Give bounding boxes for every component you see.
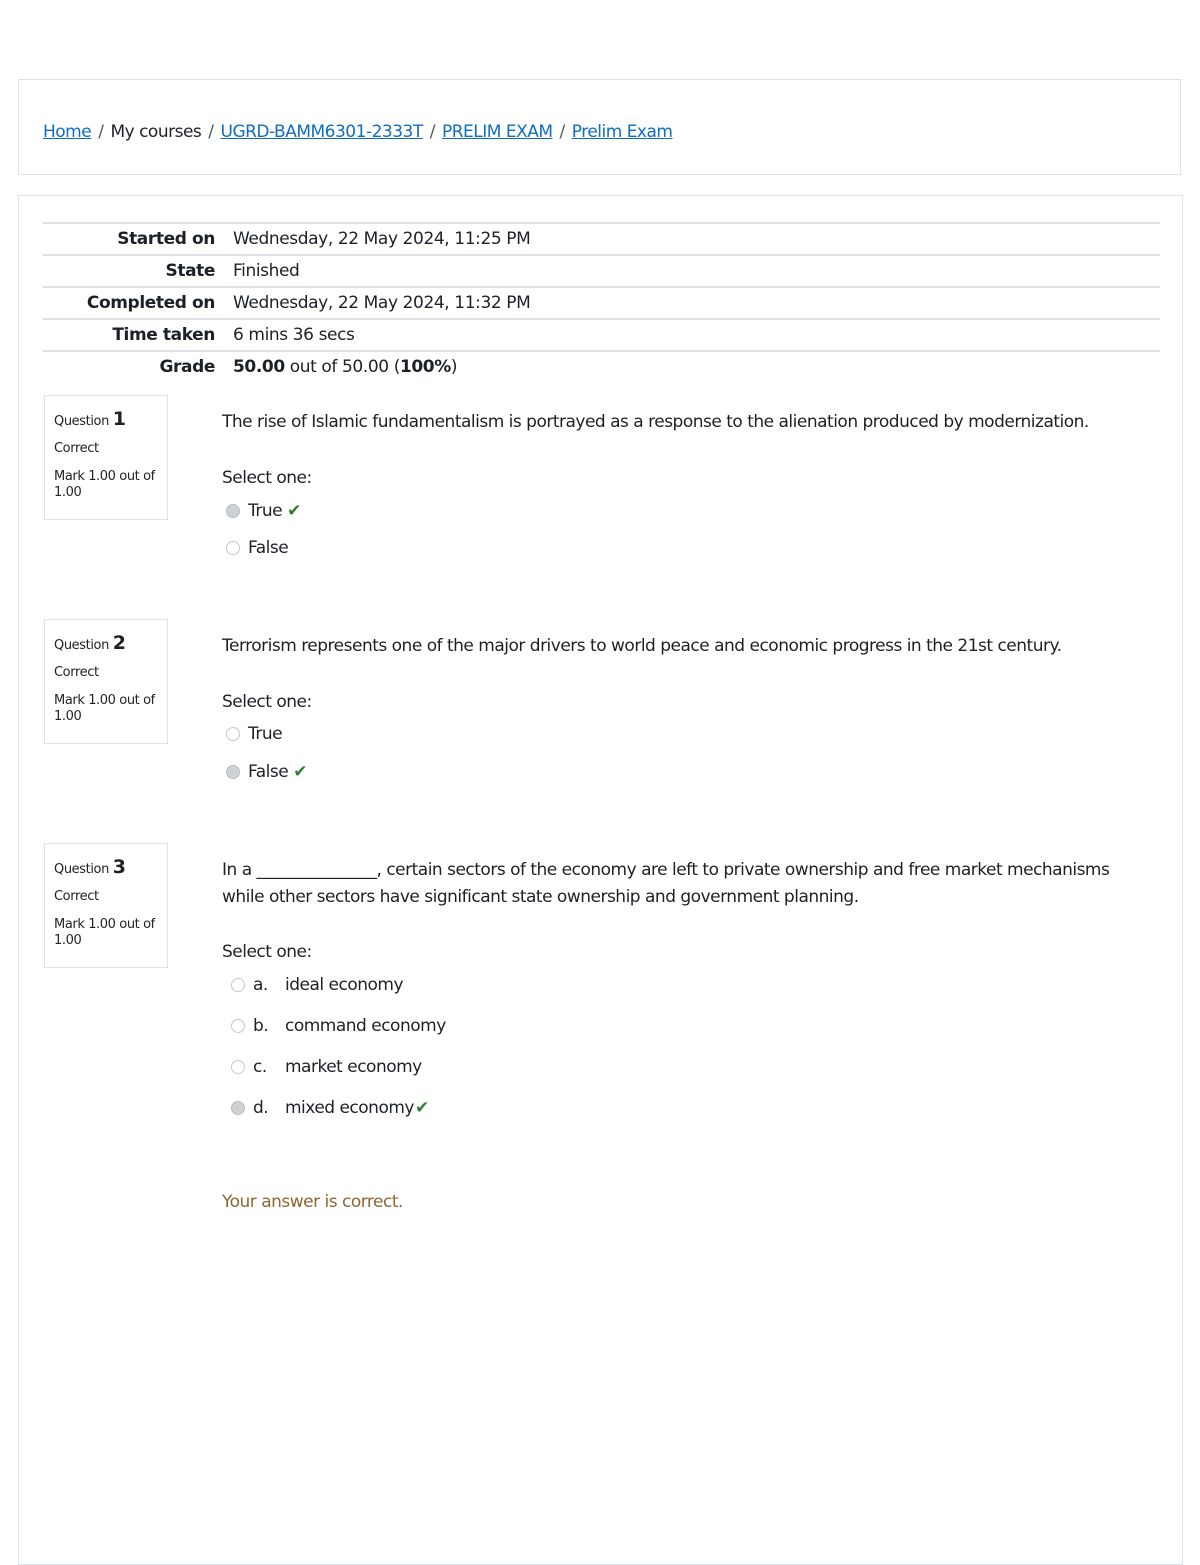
breadcrumb — [43, 122, 672, 142]
question-label: Question — [54, 638, 109, 653]
started-value: Wednesday, 22 May 2024, 11:25 PM — [233, 229, 531, 249]
radio-button[interactable] — [231, 1101, 245, 1115]
option-label: ideal economy — [285, 975, 404, 995]
question-number: 3 — [112, 856, 126, 878]
breadcrumb-quiz-link[interactable]: Prelim Exam — [571, 122, 673, 142]
breadcrumb-course-link[interactable]: UGRD-BAMM6301-2333T — [220, 122, 423, 142]
question-mark: Mark 1.00 out of 1.00 — [54, 917, 155, 949]
question-label: Question — [54, 862, 109, 877]
correct-check-icon: ✔ — [293, 762, 307, 782]
completed-label: Completed on — [86, 293, 215, 313]
question-number: 2 — [112, 632, 126, 654]
option-letter: d. — [253, 1098, 269, 1118]
summary-row-completed — [43, 287, 1160, 319]
option-label: True — [248, 724, 283, 744]
radio-button[interactable] — [226, 504, 240, 518]
correct-check-icon: ✔ — [287, 501, 301, 521]
correct-check-icon: ✔ — [414, 1098, 429, 1118]
breadcrumb-separator: / — [98, 122, 104, 142]
q2-option-true[interactable] — [226, 724, 282, 744]
breadcrumb-section-link[interactable]: PRELIM EXAM — [441, 122, 553, 142]
q3-option-a[interactable] — [231, 975, 403, 995]
option-label: command economy — [285, 1016, 446, 1036]
time-taken-label: Time taken — [112, 325, 215, 345]
q1-option-true[interactable] — [226, 501, 301, 521]
grade-close-paren: ) — [450, 357, 458, 377]
grade-score: 50.00 — [233, 357, 285, 377]
breadcrumb-card — [18, 79, 1181, 175]
grade-value — [233, 351, 1160, 382]
radio-button[interactable] — [231, 1060, 245, 1074]
summary-row-grade — [43, 351, 1160, 382]
grade-out-of: out of 50.00 ( — [284, 357, 400, 377]
summary-row-state — [43, 255, 1160, 287]
breadcrumb-separator: / — [559, 122, 565, 142]
question-label: Question — [54, 414, 109, 429]
question-state: Correct — [54, 440, 99, 456]
attempt-summary-table — [43, 222, 1160, 382]
question-3-feedback: Your answer is correct. — [222, 1192, 403, 1212]
state-label: State — [165, 261, 215, 281]
question-3-prompt: Select one: — [222, 942, 312, 962]
q3-option-d[interactable] — [231, 1098, 429, 1118]
q2-option-false[interactable] — [226, 762, 307, 782]
question-3-text: In a _______________, certain sectors of the economy are left to private ownership and free market mechanisms while other sectors have significant state ownership and government planning. — [222, 860, 1110, 908]
question-1-info — [44, 395, 168, 520]
radio-button[interactable] — [226, 727, 240, 741]
question-2-prompt: Select one: — [222, 692, 312, 712]
breadcrumb-my-courses: My courses — [110, 122, 202, 142]
option-letter: b. — [253, 1016, 269, 1036]
summary-row-time — [43, 319, 1160, 351]
question-mark: Mark 1.00 out of 1.00 — [54, 469, 155, 501]
question-mark: Mark 1.00 out of 1.00 — [54, 693, 155, 725]
radio-button[interactable] — [231, 978, 245, 992]
state-value: Finished — [233, 261, 300, 281]
option-letter: c. — [253, 1057, 267, 1077]
q3-option-c[interactable] — [231, 1057, 422, 1077]
question-2-info — [44, 619, 168, 744]
breadcrumb-separator: / — [429, 122, 435, 142]
q1-option-false[interactable] — [226, 538, 288, 558]
breadcrumb-home-link[interactable]: Home — [43, 122, 92, 142]
question-state: Correct — [54, 888, 99, 904]
option-label: market economy — [285, 1057, 422, 1077]
question-2-text: Terrorism represents one of the major drivers to world peace and economic progress in the 21st century. — [222, 636, 1062, 656]
breadcrumb-separator: / — [208, 122, 214, 142]
option-label: True — [248, 501, 283, 521]
completed-value: Wednesday, 22 May 2024, 11:32 PM — [233, 293, 531, 313]
option-label: False — [248, 538, 289, 558]
radio-button[interactable] — [226, 541, 240, 555]
q3-option-b[interactable] — [231, 1016, 446, 1036]
question-state: Correct — [54, 664, 99, 680]
option-label: mixed economy — [285, 1098, 414, 1118]
grade-label: Grade — [159, 357, 215, 377]
quiz-review-card — [18, 195, 1183, 1565]
question-1-prompt: Select one: — [222, 468, 312, 488]
radio-button[interactable] — [226, 765, 240, 779]
grade-percent: 100% — [399, 357, 451, 377]
option-label: False — [248, 762, 289, 782]
option-letter: a. — [253, 975, 268, 995]
question-number: 1 — [112, 408, 126, 430]
summary-row-started — [43, 223, 1160, 255]
question-3-info — [44, 843, 168, 968]
time-taken-value: 6 mins 36 secs — [233, 325, 355, 345]
started-label: Started on — [117, 229, 215, 249]
question-1-text: The rise of Islamic fundamentalism is portrayed as a response to the alienation produced by modernization. — [222, 412, 1089, 432]
radio-button[interactable] — [231, 1019, 245, 1033]
